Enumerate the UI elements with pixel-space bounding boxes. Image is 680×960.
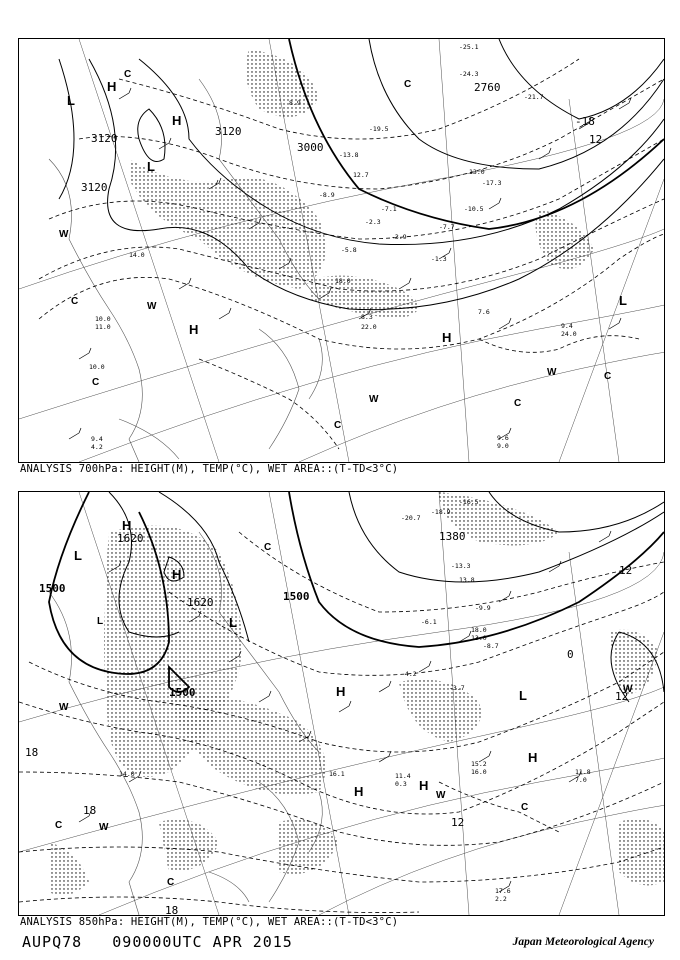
low-marker: L: [147, 159, 155, 174]
cold-marker: C: [514, 398, 522, 409]
map-panel-700hpa: [18, 38, 665, 463]
warm-marker: W: [369, 394, 379, 405]
contour-label: 12: [615, 690, 629, 703]
station-value: 13.0: [471, 634, 487, 642]
station-value: 8.9: [289, 99, 301, 107]
station-value: 7.6: [478, 308, 490, 316]
contour-label: 1620: [117, 532, 144, 545]
station-value: -13.8: [339, 151, 359, 159]
station-value: -9.9: [475, 604, 491, 612]
station-value: 7.0: [575, 776, 587, 784]
high-marker: H: [107, 79, 117, 94]
cold-marker: C: [71, 296, 79, 307]
station-value: 16.1: [329, 770, 345, 778]
station-value: 14.0: [129, 251, 145, 259]
station-value: 11.8: [575, 768, 591, 776]
contour-label: 2760: [474, 81, 501, 94]
station-value: -19.5: [369, 125, 389, 133]
station-value: 9.0: [497, 442, 509, 450]
contour-label: 3120: [215, 125, 242, 138]
map-850hpa-chart: [19, 492, 664, 915]
contour-label: -18: [575, 115, 595, 128]
station-value: -5.8: [341, 246, 357, 254]
cold-marker: C: [604, 371, 612, 382]
warm-marker: W: [147, 301, 157, 312]
wet-area-700: [129, 49, 594, 319]
chart-code: AUPQ78: [22, 933, 83, 951]
cold-marker: C: [404, 79, 412, 90]
station-value: 18.0: [471, 626, 487, 634]
contour-label: 12: [451, 816, 465, 829]
caption-700hpa: ANALYSIS 700hPa: HEIGHT(M), TEMP(°C), WET AREA::(T-TD<3°C): [20, 463, 399, 475]
station-value: -1.3: [431, 255, 447, 263]
warm-marker: W: [623, 684, 633, 695]
station-value: 11.4: [395, 772, 411, 780]
station-value: 9.4: [91, 435, 103, 443]
station-value: 18.0: [335, 277, 351, 285]
high-marker: H: [336, 684, 346, 699]
contour-label: 1620: [187, 596, 214, 609]
low-marker: L: [67, 93, 75, 108]
contour-label: 12: [589, 133, 603, 146]
contour-label: 18: [165, 904, 179, 915]
station-value: -7.7: [439, 223, 455, 231]
station-value: -6.1: [421, 618, 437, 626]
station-value: -16.5: [459, 498, 479, 506]
station-value: 22.0: [361, 323, 377, 331]
station-value: 13.0: [469, 168, 485, 176]
station-value: -18.9: [431, 508, 451, 516]
station-value: 12.7: [353, 171, 369, 179]
station-value: -2.3: [365, 218, 381, 226]
contour-label: 1500: [283, 590, 310, 603]
map-700hpa-chart: [19, 39, 664, 462]
station-value: 10.0: [95, 315, 111, 323]
station-value: 0.3: [395, 780, 407, 788]
warm-marker: W: [436, 790, 446, 801]
contour-label: 18: [83, 804, 97, 817]
contour-label: 0: [567, 648, 574, 661]
cold-marker: C: [264, 542, 272, 553]
warm-marker: W: [59, 702, 69, 713]
contour-label: 18: [25, 746, 39, 759]
cold-marker: C: [124, 69, 132, 80]
station-value: 4.2: [91, 443, 103, 451]
high-marker: H: [442, 330, 452, 345]
chart-identifier: [22, 933, 293, 951]
station-value: 13.8: [459, 576, 475, 584]
station-value: -8.7: [483, 642, 499, 650]
map-panel-850hpa: [18, 491, 665, 916]
station-value: 16.0: [471, 768, 487, 776]
high-marker: H: [122, 518, 132, 533]
high-marker: H: [528, 750, 538, 765]
station-value: -3.9: [391, 233, 407, 241]
station-value: 8.3: [361, 313, 373, 321]
station-value: 15.2: [471, 760, 487, 768]
warm-marker: W: [59, 229, 69, 240]
station-value: -10.5: [464, 205, 484, 213]
station-value: -8.9: [319, 191, 335, 199]
contour-label: 3120: [81, 181, 108, 194]
station-value: 9.4: [561, 322, 573, 330]
station-value: -24.3: [459, 70, 479, 78]
caption-850hpa: ANALYSIS 850hPa: HEIGHT(M), TEMP(°C), WET AREA::(T-TD<3°C): [20, 916, 399, 928]
cold-marker: C: [92, 377, 100, 388]
warm-marker: W: [547, 367, 557, 378]
station-value: -7.1: [381, 205, 397, 213]
wet-area-850: [49, 492, 664, 895]
low-marker: L: [229, 615, 237, 630]
station-value: 24.0: [561, 330, 577, 338]
station-value: -13.3: [451, 562, 471, 570]
low-marker: L: [97, 616, 104, 627]
warm-marker: W: [99, 822, 109, 833]
low-marker: L: [519, 688, 527, 703]
high-marker: H: [354, 784, 364, 799]
cold-marker: C: [167, 877, 175, 888]
agency-name: Japan Meteorological Agency: [512, 936, 654, 948]
station-value: -25.1: [459, 43, 479, 51]
contour-label: 1500: [39, 582, 66, 595]
high-marker: H: [419, 778, 429, 793]
contour-label: 1380: [439, 530, 466, 543]
high-marker: H: [189, 322, 199, 337]
cold-marker: C: [521, 802, 529, 813]
contour-label: 3000: [297, 141, 324, 154]
high-marker: H: [172, 113, 182, 128]
station-value: 2.2: [495, 895, 507, 903]
cold-marker: C: [55, 820, 63, 831]
station-value: -4.2: [401, 670, 417, 678]
low-marker: L: [619, 293, 627, 308]
high-marker: H: [172, 567, 182, 582]
station-value: 11.0: [95, 323, 111, 331]
station-value: 14.0: [119, 770, 135, 778]
station-value: 10.0: [89, 363, 105, 371]
cold-marker: C: [334, 420, 342, 431]
low-marker: L: [74, 548, 82, 563]
station-value: -21.7: [524, 93, 544, 101]
station-value: 9.6: [497, 434, 509, 442]
station-value: -3.7: [449, 684, 465, 692]
contour-label: 12: [619, 564, 633, 577]
contour-label: 3120: [91, 132, 118, 145]
station-value: 17.6: [495, 887, 511, 895]
contour-label: 1500: [169, 686, 196, 699]
station-value: -20.7: [401, 514, 421, 522]
chart-valid-time: 090000UTC APR 2015: [112, 933, 293, 951]
station-value: -17.3: [482, 179, 502, 187]
